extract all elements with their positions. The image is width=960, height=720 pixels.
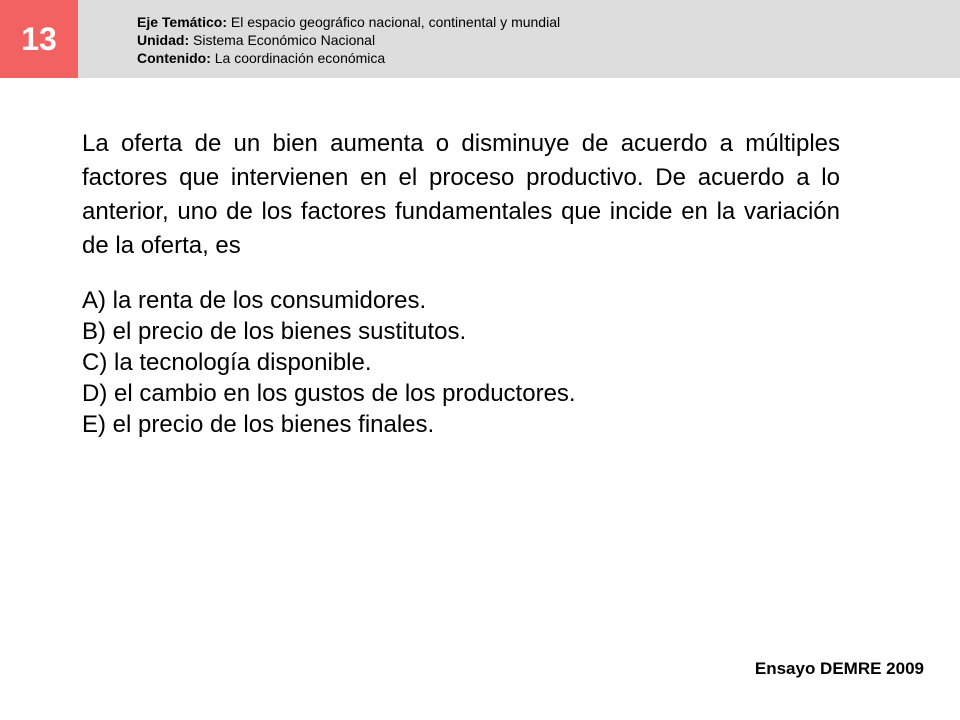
topic-metadata [137,13,560,67]
contenido-row [137,49,560,67]
unidad-value: Sistema Económico Nacional [189,32,376,48]
question-text: La oferta de un bien aumenta o disminuye de acuerdo a múltiples factores que intervienen en el proceso productivo. De acuerdo a lo anterior, uno de los factores fundamentales que incide en la variación de la oferta, es [82,130,840,259]
eje-tematico-row [137,13,560,31]
option-a: A) la renta de los consumidores. [82,287,427,314]
unidad-row [137,31,560,49]
question-number-badge: 13 [0,0,78,78]
contenido-label: Contenido: [137,50,211,66]
answer-options [82,285,840,440]
source-footer: Ensayo DEMRE 2009 [754,659,924,678]
header-bar [0,0,960,78]
eje-tematico-label: Eje Temático: [137,14,227,30]
contenido-value: La coordinación económica [210,50,386,66]
option-d: D) el cambio en los gustos de los productores. [82,380,576,407]
option-c: C) la tecnología disponible. [82,349,372,376]
unidad-label: Unidad: [137,32,190,48]
eje-tematico-value: El espacio geográfico nacional, continental y mundial [227,14,561,30]
option-b: B) el precio de los bienes sustitutos. [82,318,467,345]
option-e: E) el precio de los bienes finales. [82,411,435,438]
